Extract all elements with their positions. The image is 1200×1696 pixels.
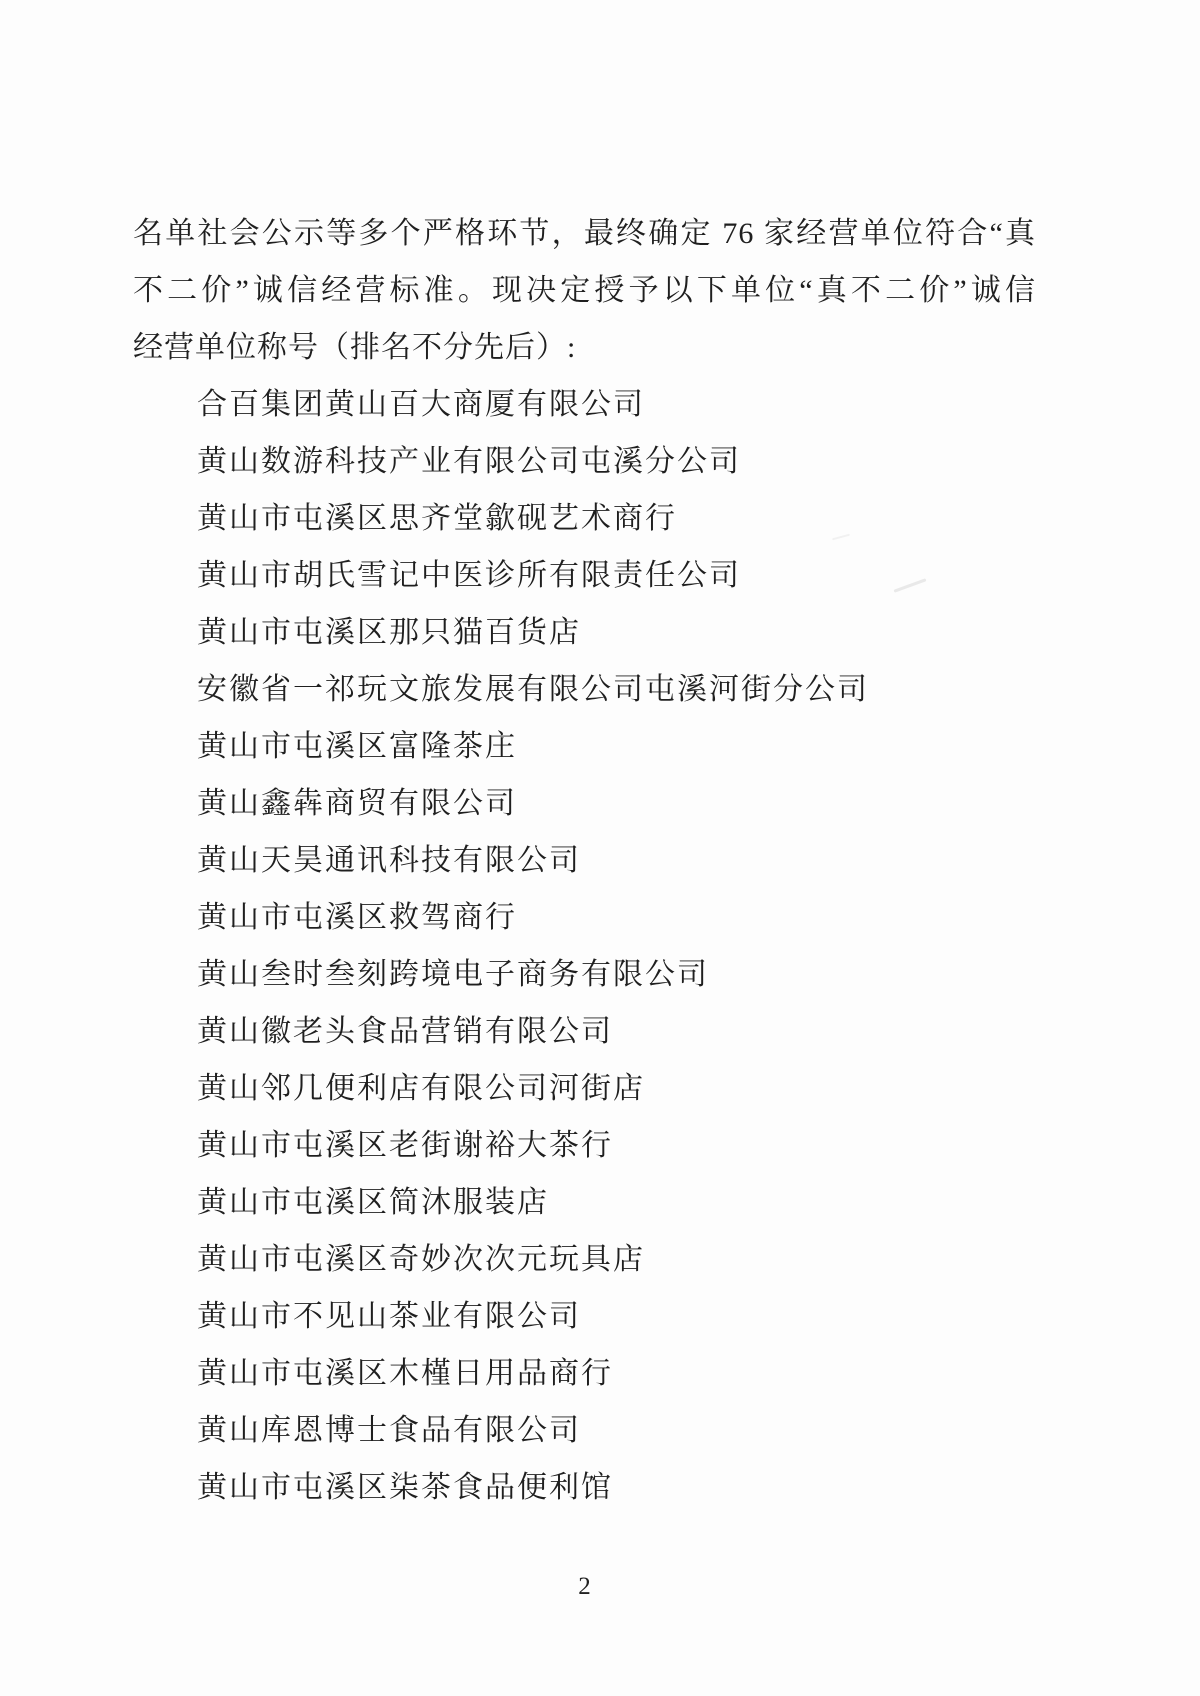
company-list-item: 安徽省一祁玩文旅发展有限公司屯溪河街分公司 [197, 673, 869, 706]
company-list-item: 黄山市屯溪区思齐堂歙砚艺术商行 [197, 502, 677, 535]
company-list-item: 黄山市屯溪区简沐服装店 [197, 1186, 549, 1219]
intro-paragraph [133, 205, 1036, 376]
company-list-item: 黄山市屯溪区老街谢裕大茶行 [197, 1129, 613, 1162]
company-list-item: 黄山市屯溪区富隆茶庄 [197, 730, 517, 763]
company-list-item: 黄山市屯溪区木槿日用品商行 [197, 1357, 613, 1390]
company-list-item: 黄山库恩博士食品有限公司 [197, 1414, 581, 1447]
company-list-item: 黄山市不见山茶业有限公司 [197, 1300, 581, 1333]
company-list-item: 黄山市胡氏雪记中医诊所有限责任公司 [197, 559, 741, 592]
document-body [133, 205, 1036, 1516]
page-number: 2 [578, 1573, 591, 1600]
company-list-item: 黄山市屯溪区救驾商行 [197, 901, 517, 934]
company-list-item: 黄山徽老头食品营销有限公司 [197, 1015, 613, 1048]
paragraph-line: 不二价”诚信经营标准。现决定授予以下单位“真不二价”诚信 [133, 274, 1036, 307]
paragraph-line: 名单社会公示等多个严格环节，最终确定 76 家经营单位符合“真 [133, 217, 1036, 250]
paragraph-line: 经营单位称号（排名不分先后）: [133, 331, 577, 364]
company-list-item: 黄山市屯溪区柒茶食品便利馆 [197, 1471, 613, 1504]
company-list-item: 黄山鑫犇商贸有限公司 [197, 787, 517, 820]
company-list-item: 黄山数游科技产业有限公司屯溪分公司 [197, 445, 741, 478]
company-list-item: 黄山市屯溪区奇妙次次元玩具店 [197, 1243, 645, 1276]
company-list-item: 黄山邻几便利店有限公司河街店 [197, 1072, 645, 1105]
company-list-item: 黄山叁时叁刻跨境电子商务有限公司 [197, 958, 709, 991]
company-list [133, 376, 1036, 1516]
company-list-item: 黄山市屯溪区那只猫百货店 [197, 616, 581, 649]
company-list-item: 黄山天昊通讯科技有限公司 [197, 844, 581, 877]
company-list-item: 合百集团黄山百大商厦有限公司 [197, 388, 645, 421]
